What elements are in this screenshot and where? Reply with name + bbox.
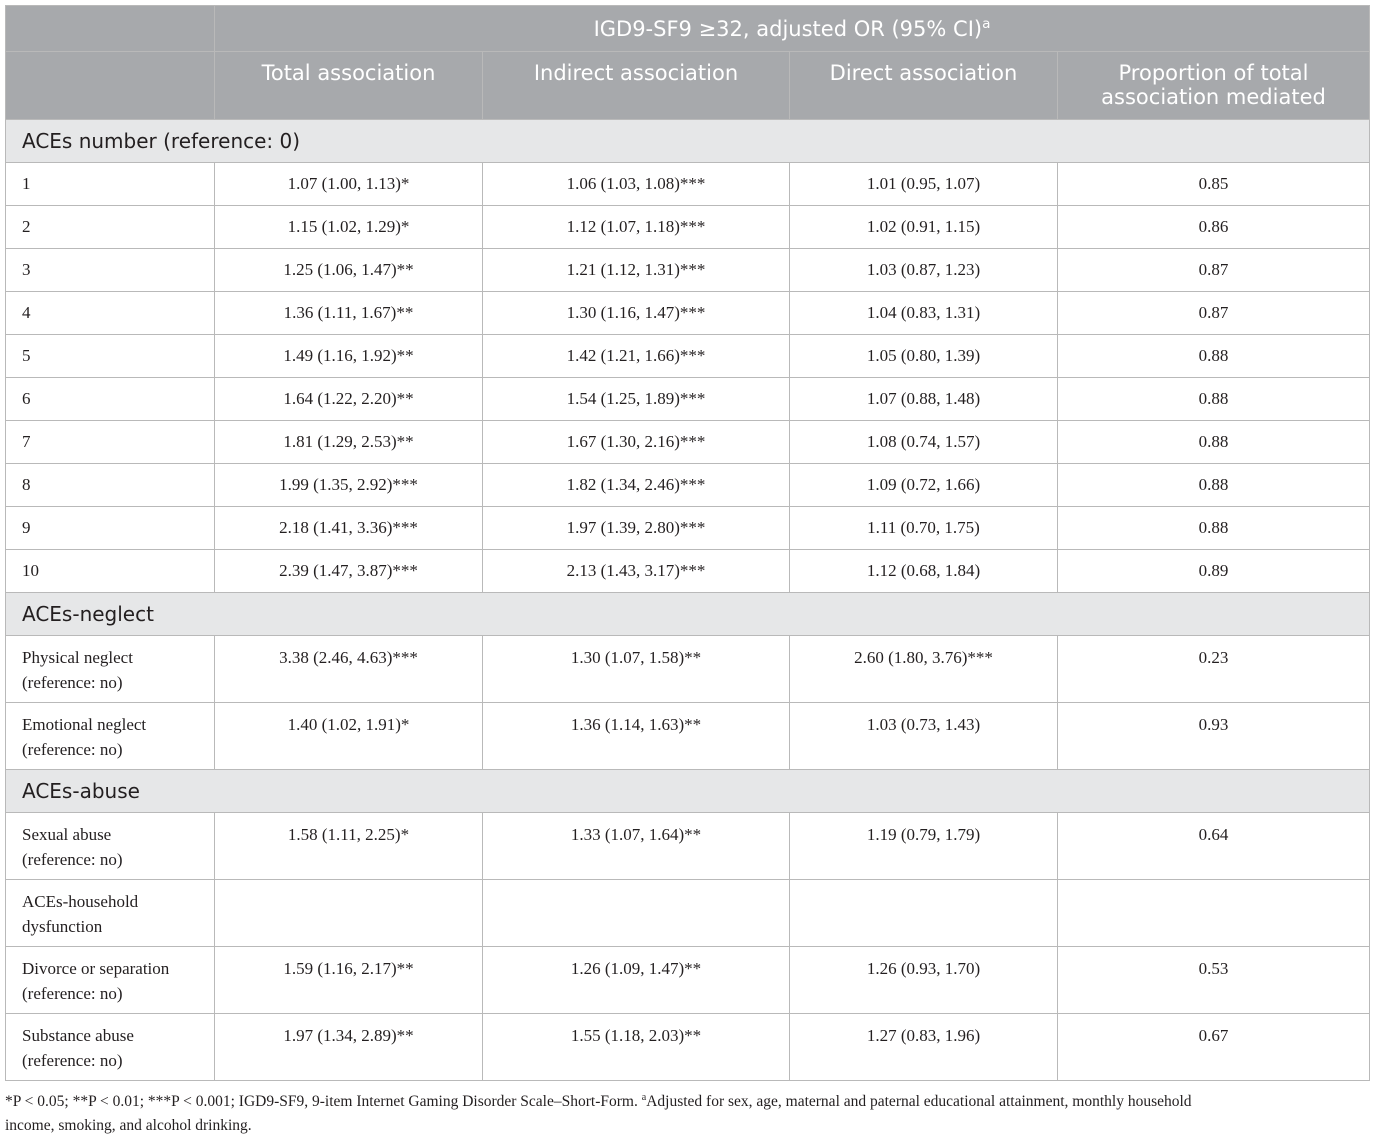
column-header-label: Total association [261,61,436,85]
table-header [6,6,1370,120]
header-corner-cell [6,6,215,52]
table-row [6,464,1370,507]
cell-indirect: 1.26 (1.09, 1.47)** [483,947,790,1014]
cell-proportion: 0.87 [1058,249,1370,292]
table-row [6,163,1370,206]
row-label [6,636,215,703]
row-label-line: (reference: no) [22,984,123,1003]
cell-direct: 1.08 (0.74, 1.57) [790,421,1058,464]
cell-indirect: 1.42 (1.21, 1.66)*** [483,335,790,378]
cell-total: 1.99 (1.35, 2.92)*** [215,464,483,507]
cell-direct: 1.01 (0.95, 1.07) [790,163,1058,206]
row-label-line: (reference: no) [22,740,123,759]
cell-proportion: 0.88 [1058,464,1370,507]
row-label [6,421,215,464]
row-label-line: ACEs-household [22,892,139,911]
table-row [6,703,1370,770]
table-footnote [5,1090,1369,1138]
section-title: ACEs number (reference: 0) [6,120,1370,163]
table-row [6,947,1370,1014]
section-title: ACEs-abuse [6,770,1370,813]
row-label-line: 6 [22,389,31,408]
cell-direct: 1.07 (0.88, 1.48) [790,378,1058,421]
cell-direct: 1.09 (0.72, 1.66) [790,464,1058,507]
cell-indirect: 2.13 (1.43, 3.17)*** [483,550,790,593]
row-label-line: Sexual abuse [22,825,112,844]
cell-indirect: 1.55 (1.18, 2.03)** [483,1014,790,1081]
cell-total: 2.39 (1.47, 3.87)*** [215,550,483,593]
row-label [6,880,215,947]
row-label-line: dysfunction [22,917,103,936]
cell-indirect: 1.33 (1.07, 1.64)** [483,813,790,880]
table-container [5,5,1369,1081]
row-label [6,335,215,378]
row-label [6,507,215,550]
section-header-row [6,120,1370,163]
column-header [1058,52,1370,120]
row-label [6,292,215,335]
cell-direct: 1.02 (0.91, 1.15) [790,206,1058,249]
table-body [6,120,1370,1081]
cell-proportion: 0.64 [1058,813,1370,880]
cell-proportion: 0.53 [1058,947,1370,1014]
row-label-line: Divorce or separation [22,959,170,978]
cell-proportion: 0.86 [1058,206,1370,249]
cell-direct: 1.05 (0.80, 1.39) [790,335,1058,378]
section-header-row [6,770,1370,813]
cell-indirect: 1.54 (1.25, 1.89)*** [483,378,790,421]
row-label-line: 7 [22,432,31,451]
cell-total: 2.18 (1.41, 3.36)*** [215,507,483,550]
table-row [6,880,1370,947]
cell-proportion: 0.87 [1058,292,1370,335]
cell-direct: 1.03 (0.73, 1.43) [790,703,1058,770]
section-title: ACEs-neglect [6,593,1370,636]
cell-indirect: 1.30 (1.07, 1.58)** [483,636,790,703]
cell-total: 1.49 (1.16, 1.92)** [215,335,483,378]
cell-proportion: 0.88 [1058,421,1370,464]
row-label-line: 3 [22,260,31,279]
footnote-line-1: *P < 0.05; **P < 0.01; ***P < 0.001; IGD9-SF9, 9-item Internet Gaming Disorder Scale–Short-Form. $^a$Adjusted for sex, age, maternal and paternal educational attainment, monthly household [5,1091,1192,1110]
cell-direct: 1.11 (0.70, 1.75) [790,507,1058,550]
row-label-line: 5 [22,346,31,365]
cell-indirect [483,880,790,947]
header-group-text: IGD9-SF9 ≥32, adjusted OR (95% CI) [593,17,983,41]
cell-total: 1.58 (1.11, 2.25)* [215,813,483,880]
cell-proportion [1058,880,1370,947]
cell-indirect: 1.36 (1.14, 1.63)** [483,703,790,770]
row-label [6,947,215,1014]
table-row [6,292,1370,335]
table-row [6,335,1370,378]
cell-proportion: 0.67 [1058,1014,1370,1081]
row-label-line: Physical neglect [22,648,133,667]
table-row [6,507,1370,550]
cell-total: 1.25 (1.06, 1.47)** [215,249,483,292]
row-label [6,249,215,292]
cell-indirect: 1.21 (1.12, 1.31)*** [483,249,790,292]
column-header [790,52,1058,120]
table-row [6,378,1370,421]
cell-total: 1.59 (1.16, 2.17)** [215,947,483,1014]
row-label-line: 1 [22,174,31,193]
cell-indirect: 1.97 (1.39, 2.80)*** [483,507,790,550]
table-row [6,1014,1370,1081]
row-label [6,464,215,507]
row-label-line: 10 [22,561,39,580]
row-label-line: Emotional neglect [22,715,147,734]
cell-proportion: 0.85 [1058,163,1370,206]
row-label-line: 2 [22,217,31,236]
cell-direct: 2.60 (1.80, 3.76)*** [790,636,1058,703]
cell-indirect: 1.82 (1.34, 2.46)*** [483,464,790,507]
row-label-line: (reference: no) [22,673,123,692]
cell-direct: 1.03 (0.87, 1.23) [790,249,1058,292]
cell-total [215,880,483,947]
cell-direct: 1.12 (0.68, 1.84) [790,550,1058,593]
cell-total: 1.40 (1.02, 1.91)* [215,703,483,770]
row-label [6,550,215,593]
table-row [6,206,1370,249]
table-row [6,421,1370,464]
row-label [6,378,215,421]
cell-indirect: 1.67 (1.30, 2.16)*** [483,421,790,464]
section-header-row [6,593,1370,636]
cell-total: 1.97 (1.34, 2.89)** [215,1014,483,1081]
cell-direct: 1.27 (0.83, 1.96) [790,1014,1058,1081]
cell-total: 1.15 (1.02, 1.29)* [215,206,483,249]
cell-direct [790,880,1058,947]
cell-proportion: 0.23 [1058,636,1370,703]
row-label [6,1014,215,1081]
header-group-row [6,6,1370,52]
column-header-label: Indirect association [533,61,739,85]
column-header-label: Proportion of total [1118,61,1309,85]
row-label-line: (reference: no) [22,1051,123,1070]
column-header-label: Direct association [829,61,1018,85]
column-header [215,52,483,120]
row-label-line: 9 [22,518,31,537]
cell-direct: 1.26 (0.93, 1.70) [790,947,1058,1014]
row-label [6,163,215,206]
column-header-label: association mediated [1101,85,1326,109]
table-row [6,636,1370,703]
cell-indirect: 1.06 (1.03, 1.08)*** [483,163,790,206]
results-table [5,5,1370,1081]
cell-total: 1.81 (1.29, 2.53)** [215,421,483,464]
cell-total: 1.36 (1.11, 1.67)** [215,292,483,335]
header-corner-cell [6,52,215,120]
row-label-line: 8 [22,475,31,494]
cell-total: 1.07 (1.00, 1.13)* [215,163,483,206]
cell-proportion: 0.88 [1058,378,1370,421]
footnote-line-2: income, smoking, and alcohol drinking. [5,1117,252,1134]
cell-direct: 1.19 (0.79, 1.79) [790,813,1058,880]
header-group-title [215,6,1370,52]
header-group-superscript: a [982,16,991,32]
cell-indirect: 1.30 (1.16, 1.47)*** [483,292,790,335]
cell-proportion: 0.88 [1058,335,1370,378]
cell-indirect: 1.12 (1.07, 1.18)*** [483,206,790,249]
column-header-row [6,52,1370,120]
row-label [6,206,215,249]
row-label-line: 4 [22,303,31,322]
row-label-line: (reference: no) [22,850,123,869]
cell-total: 1.64 (1.22, 2.20)** [215,378,483,421]
row-label [6,813,215,880]
cell-direct: 1.04 (0.83, 1.31) [790,292,1058,335]
table-row [6,813,1370,880]
row-label-line: Substance abuse [22,1026,134,1045]
cell-proportion: 0.93 [1058,703,1370,770]
cell-proportion: 0.88 [1058,507,1370,550]
table-row [6,550,1370,593]
table-row [6,249,1370,292]
cell-total: 3.38 (2.46, 4.63)*** [215,636,483,703]
cell-proportion: 0.89 [1058,550,1370,593]
column-header [483,52,790,120]
row-label [6,703,215,770]
